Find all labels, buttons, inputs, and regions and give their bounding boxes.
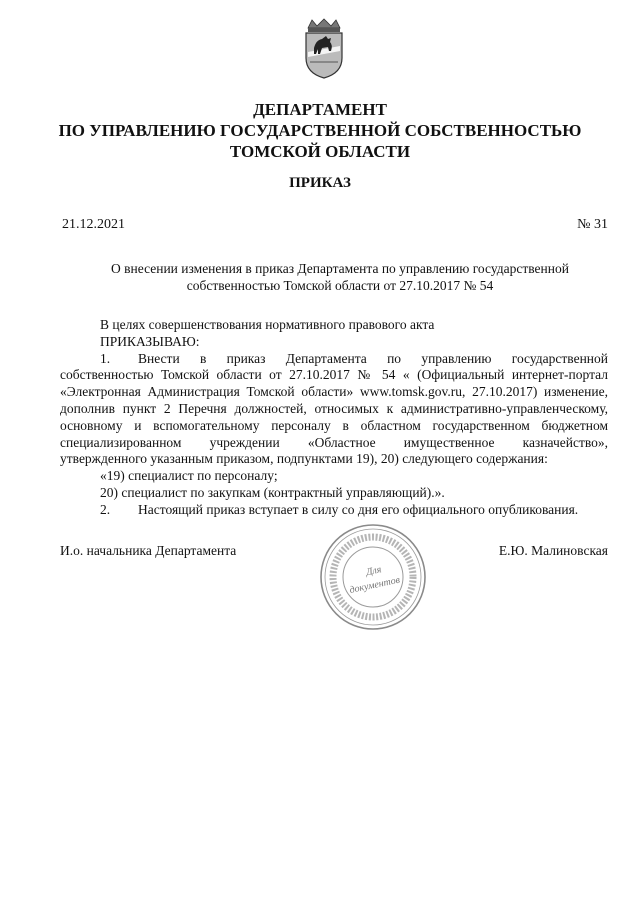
- item-1-line: основному и вспомогательному персоналу в областном государственном бюджетном: [60, 417, 608, 433]
- seal-text-1: Для: [365, 564, 383, 579]
- item-1-number: 1.: [100, 350, 111, 366]
- organization-name-line-2: ПО УПРАВЛЕНИЮ ГОСУДАРСТВЕННОЙ СОБСТВЕННОСТЬЮ: [58, 121, 582, 140]
- document-number: № 31: [577, 217, 608, 232]
- signatory-name: Е.Ю. Малиновская: [498, 543, 608, 558]
- signatory-position: И.о. начальника Департамента: [60, 543, 237, 558]
- document-type-title: ПРИКАЗ: [289, 175, 351, 191]
- organization-name-line-3: ТОМСКОЙ ОБЛАСТИ: [229, 142, 411, 161]
- preamble-text: В целях совершенствования нормативного правового акта: [100, 317, 435, 332]
- official-seal-stamp: [318, 522, 428, 632]
- item-2-text: Настоящий приказ вступает в силу со дня его официального опубликования.: [138, 501, 579, 517]
- order-word: ПРИКАЗЫВАЮ:: [100, 333, 200, 349]
- item-1-line: собственностью Томской области от 27.10.2017 № 54 « (Официальный интернет-портал: [60, 367, 608, 383]
- item-1-first-line: [60, 351, 608, 368]
- organization-name-line-1: ДЕПАРТАМЕНТ: [253, 100, 387, 119]
- document-subject: [90, 260, 590, 294]
- subitem-20: 20) специалист по закупкам (контрактный управляющий).».: [100, 484, 445, 500]
- item-1-line: дополнив пункт 2 Перечня должностей, относимых к административно-управленческому,: [60, 400, 608, 416]
- item-2-number: 2.: [100, 501, 111, 517]
- item-1-line: «Электронная Администрация Томской области» www.tomsk.gov.ru, 27.10.2017) изменение,: [60, 384, 608, 400]
- subitem-19: «19) специалист по персоналу;: [100, 468, 278, 484]
- coat-of-arms-emblem: [300, 18, 348, 80]
- item-1-first-line-text: Внести в приказ Департамента по управлению государственной: [138, 350, 608, 366]
- item-2: [60, 502, 608, 519]
- subject-line-2: собственностью Томской области от 27.10.2017 № 54: [186, 278, 494, 293]
- document-date: 21.12.2021: [62, 217, 125, 232]
- seal-text-2: документов: [348, 574, 401, 597]
- document-body: [60, 317, 608, 519]
- item-1-line: утвержденного указанным приказом, подпунктами 19), 20) следующего содержания:: [60, 451, 548, 467]
- subject-line-1: О внесении изменения в приказ Департамента по управлению государственной: [111, 261, 569, 276]
- item-1-line: специализированном учреждении «Областное имущественное казначейство»,: [60, 434, 608, 450]
